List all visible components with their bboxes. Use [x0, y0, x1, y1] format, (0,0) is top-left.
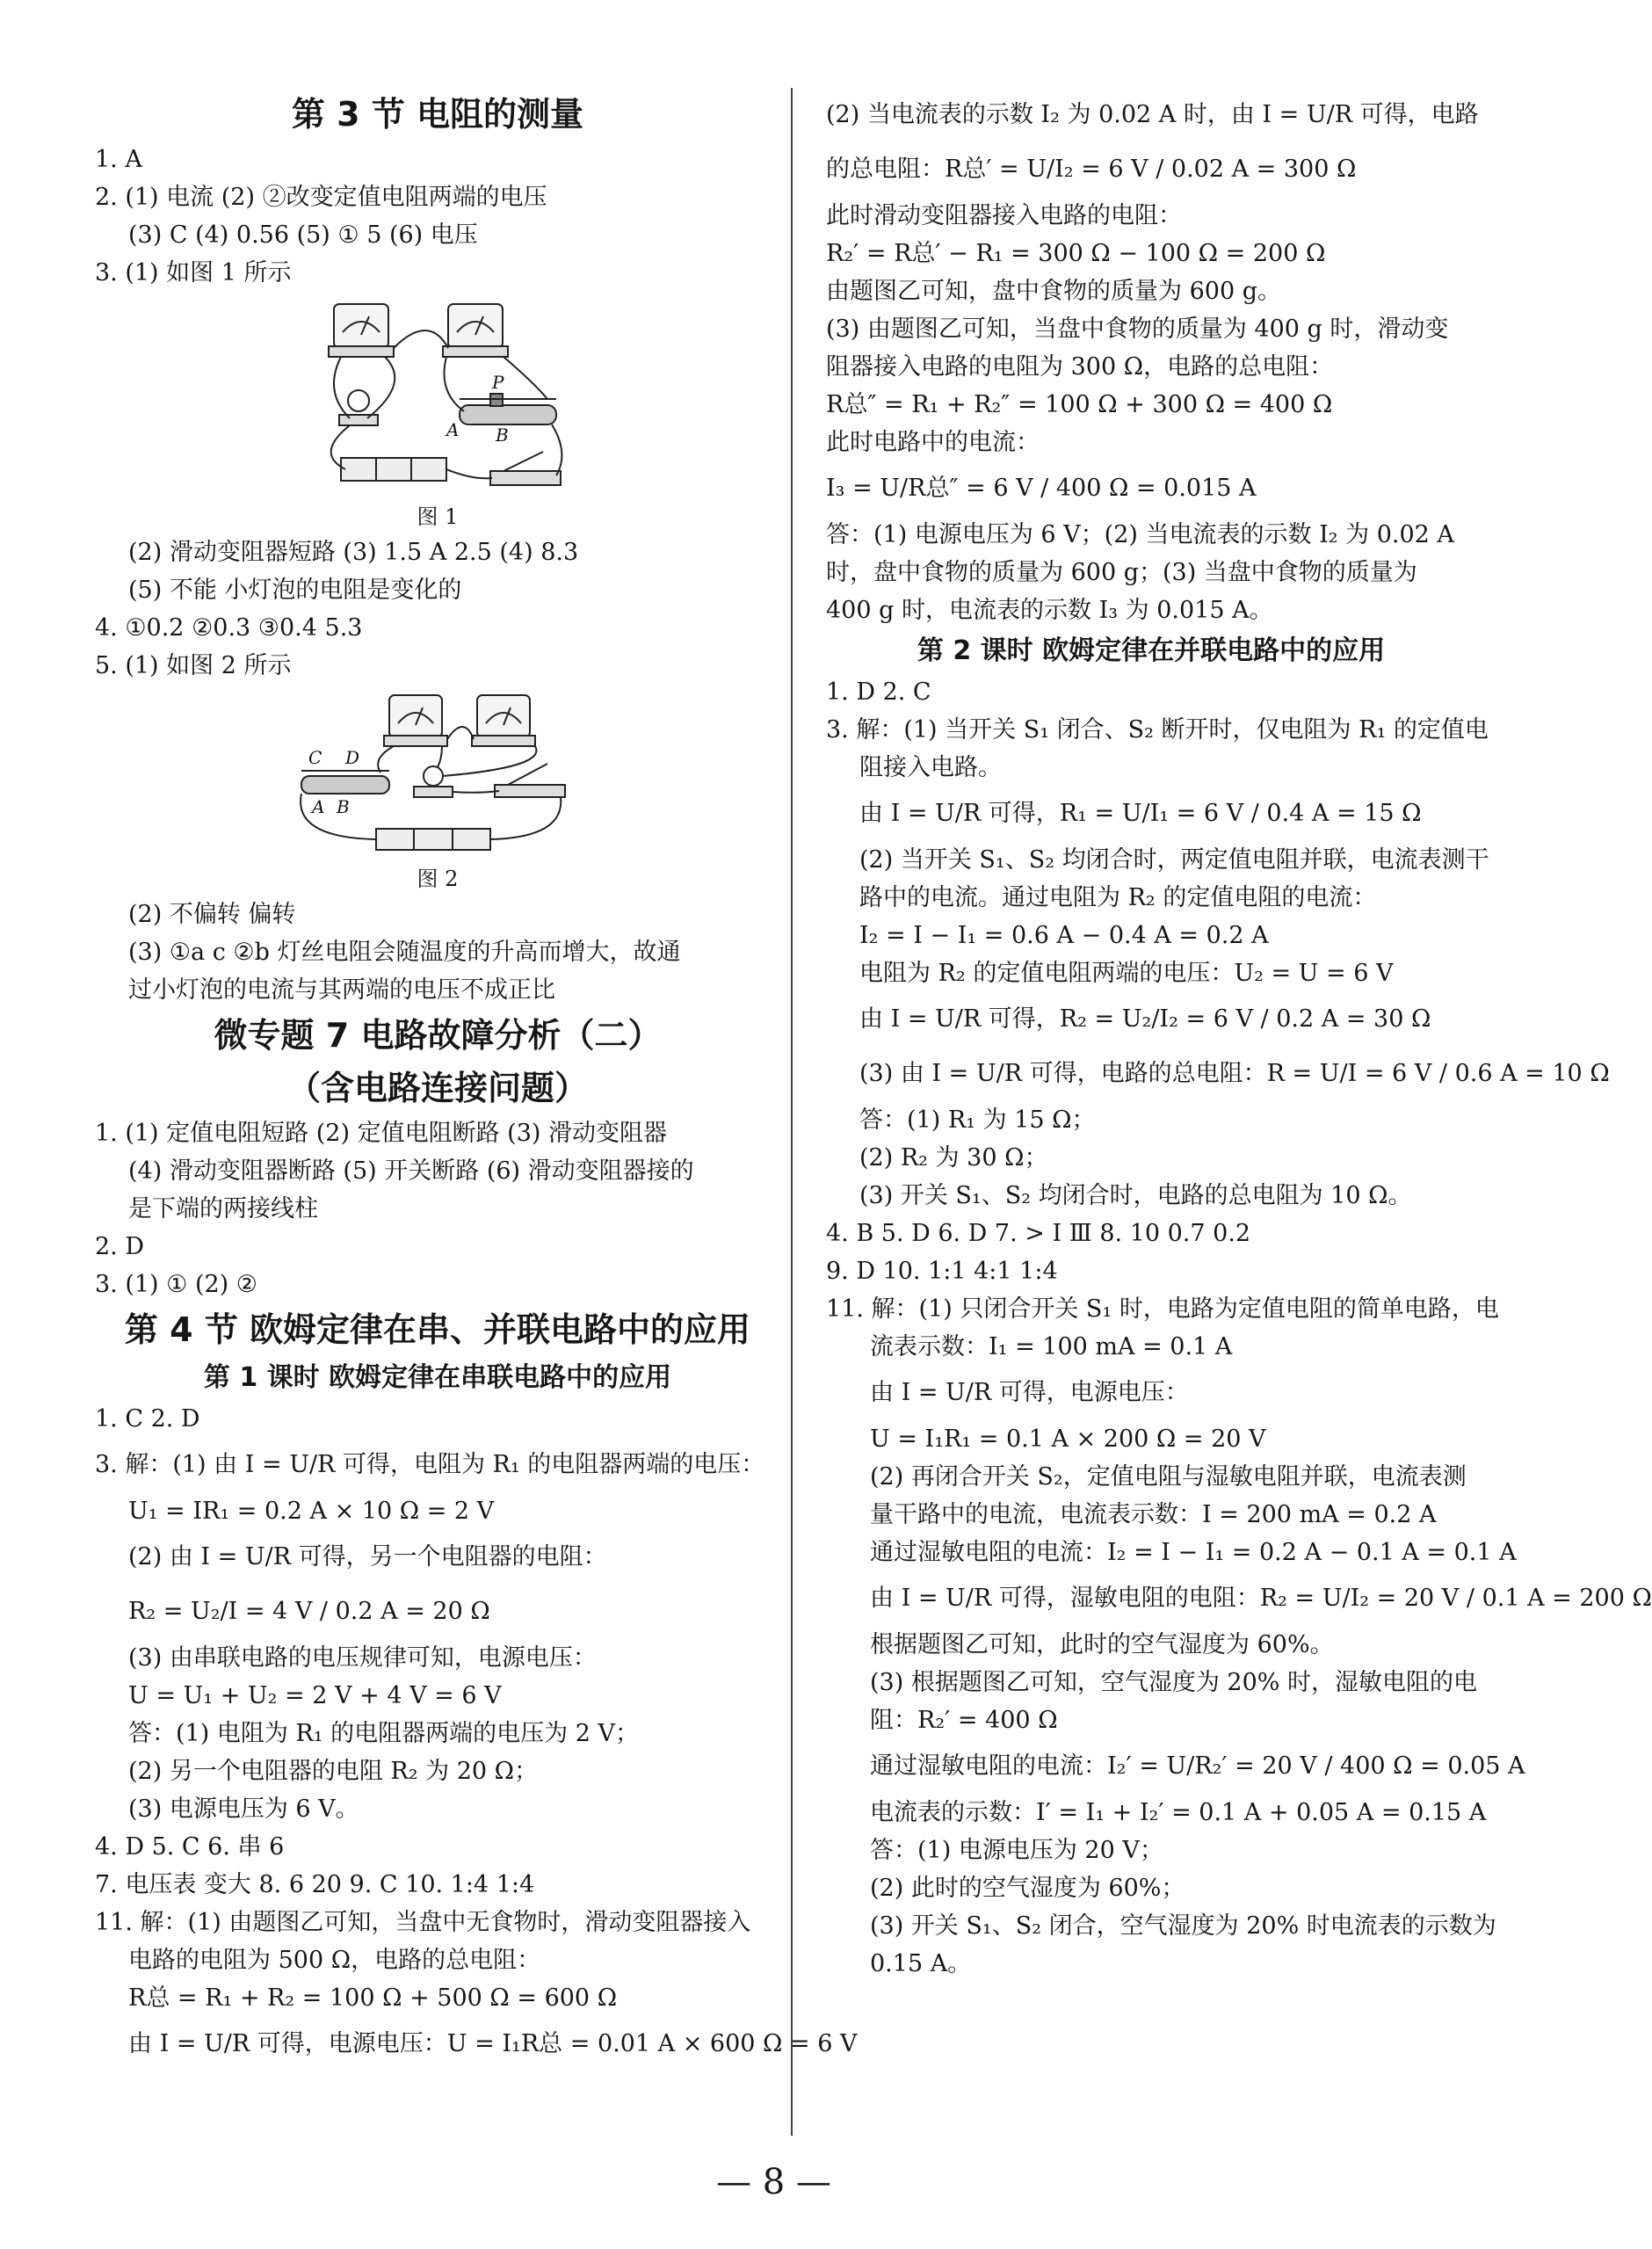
- solution-line: 根据题图乙可知，此时的空气湿度为 60%。: [870, 1631, 1334, 1658]
- fig2-label-a: A: [312, 796, 325, 817]
- solution-line: 由 I = U/R 可得，电源电压：U = I₁R总 = 0.01 A × 600 Ω = 6 V: [128, 2030, 858, 2057]
- answer-line: 1. A: [95, 146, 142, 173]
- solution-line: (2) 当开关 S₁、S₂ 均闭合时，两定值电阻并联，电流表测干: [859, 846, 1489, 874]
- solution-line: 由 I = U/R 可得，R₁ = U/I₁ = 6 V / 0.4 A = 15 Ω: [859, 800, 1422, 827]
- solution-line: U = I₁R₁ = 0.1 A × 200 Ω = 20 V: [870, 1426, 1266, 1453]
- answer-line: (4) 滑动变阻器断路 (5) 开关断路 (6) 滑动变阻器接的: [128, 1157, 694, 1185]
- answer-line: 答：(1) 电源电压为 20 V；: [870, 1837, 1163, 1864]
- answer-line: (3) ①a c ②b 灯丝电阻会随温度的升高而增大，故通: [128, 939, 681, 966]
- section-title-4: 第 4 节 欧姆定律在串、并联电路中的应用: [124, 1310, 751, 1349]
- solution-line: R总″ = R₁ + R₂″ = 100 Ω + 300 Ω = 400 Ω: [826, 391, 1333, 418]
- figure-2-caption: 图 2: [417, 867, 459, 891]
- answer-line: (2) 此时的空气湿度为 60%；: [870, 1875, 1185, 1902]
- right-column: [826, 88, 1652, 1983]
- left-column: [95, 88, 858, 2071]
- answer-line: 2. D: [95, 1233, 144, 1260]
- solution-line: U₁ = IR₁ = 0.2 A × 10 Ω = 2 V: [128, 1498, 495, 1525]
- solution-line: 3. 解：(1) 当开关 S₁ 闭合、S₂ 断开时，仅电阻为 R₁ 的定值电: [826, 716, 1489, 744]
- solution-line: 11. 解：(1) 只闭合开关 S₁ 时，电路为定值电阻的简单电路，电: [826, 1295, 1499, 1323]
- answer-line: (2) 滑动变阻器短路 (3) 1.5 A 2.5 (4) 8.3: [128, 539, 579, 566]
- fig1-label-b: B: [496, 424, 509, 446]
- section-subtitle-w7: （含电路连接问题）: [286, 1069, 588, 1107]
- answer-line: 1. C 2. D: [95, 1405, 200, 1433]
- solution-line: 阻：R₂′ = 400 Ω: [870, 1707, 1058, 1734]
- page-number: — 8 —: [716, 2162, 831, 2202]
- solution-line: (3) 由 I = U/R 可得，电路的总电阻：R = U/I = 6 V / 0.6 A = 10 Ω: [859, 1060, 1610, 1087]
- answer-line: (3) 开关 S₁、S₂ 均闭合时，电路的总电阻为 10 Ω。: [859, 1182, 1412, 1209]
- solution-line: R₂′ = R总′ − R₁ = 300 Ω − 100 Ω = 200 Ω: [826, 240, 1326, 267]
- solution-line: 此时电路中的电流：: [826, 429, 1040, 456]
- figure-1: [95, 295, 780, 532]
- solution-line: (3) 由串联电路的电压规律可知，电源电压：: [128, 1644, 597, 1672]
- solution-line: 的总电阻：R总′ = U/I₂ = 6 V / 0.02 A = 300 Ω: [826, 156, 1357, 183]
- solution-line: 由 I = U/R 可得，电源电压：: [870, 1379, 1189, 1406]
- answer-line: 9. D 10. 1:1 4:1 1:4: [826, 1258, 1058, 1285]
- lesson-title-1: 第 1 课时 欧姆定律在串联电路中的应用: [203, 1362, 672, 1393]
- solution-line: (3) 根据题图乙可知，空气湿度为 20% 时，湿敏电阻的电: [870, 1669, 1478, 1696]
- answer-line: 3. (1) 如图 1 所示: [95, 259, 292, 287]
- fig1-label-p: P: [492, 372, 504, 393]
- solution-line: 电阻为 R₂ 的定值电阻两端的电压：U₂ = U = 6 V: [859, 960, 1394, 987]
- solution-line: I₃ = U/R总″ = 6 V / 400 Ω = 0.015 A: [826, 475, 1257, 502]
- solution-line: (2) 由 I = U/R 可得，另一个电阻器的电阻：: [128, 1543, 607, 1571]
- answer-line: 4. D 5. C 6. 串 6: [95, 1833, 285, 1861]
- answer-line: 是下端的两接线柱: [128, 1195, 318, 1222]
- column-divider: [791, 88, 793, 2136]
- answer-line: 3. (1) ① (2) ②: [95, 1271, 257, 1298]
- answer-line: (3) 开关 S₁、S₂ 闭合，空气湿度为 20% 时电流表的示数为: [870, 1912, 1496, 1940]
- fig2-label-c: C: [308, 747, 322, 768]
- solution-line: (2) 再闭合开关 S₂，定值电阻与湿敏电阻并联，电流表测: [870, 1463, 1467, 1491]
- figure-1-caption: 图 1: [417, 504, 459, 529]
- answer-line: (5) 不能 小灯泡的电阻是变化的: [128, 577, 462, 604]
- fig2-label-d: D: [345, 747, 360, 768]
- answer-line: (2) R₂ 为 30 Ω；: [859, 1144, 1048, 1172]
- figure-2: [95, 688, 780, 894]
- answer-line: (2) 不偏转 偏转: [128, 901, 296, 928]
- solution-line: 量干路中的电流，电流表示数：I = 200 mA = 0.2 A: [870, 1501, 1437, 1528]
- section-title-w7: 微专题 7 电路故障分析（二）: [214, 1016, 662, 1055]
- solution-line: U = U₁ + U₂ = 2 V + 4 V = 6 V: [128, 1682, 502, 1709]
- circuit-diagram-1: [297, 295, 578, 502]
- solution-line: 11. 解：(1) 由题图乙可知，当盘中无食物时，滑动变阻器接入: [95, 1909, 751, 1936]
- solution-line: 由 I = U/R 可得，湿敏电阻的电阻：R₂ = U/I₂ = 20 V / 0.1 A = 200 Ω: [870, 1585, 1652, 1612]
- circuit-diagram-2: [293, 688, 583, 864]
- solution-line: R₂ = U₂/I = 4 V / 0.2 A = 20 Ω: [128, 1598, 490, 1625]
- solution-line: 路中的电流。通过电阻为 R₂ 的定值电阻的电流：: [859, 884, 1377, 911]
- solution-line: 电流表的示数：I′ = I₁ + I₂′ = 0.1 A + 0.05 A = 0.15 A: [870, 1799, 1487, 1826]
- answer-line: 答：(1) R₁ 为 15 Ω；: [859, 1106, 1096, 1134]
- answer-line: (2) 另一个电阻器的电阻 R₂ 为 20 Ω；: [128, 1758, 539, 1785]
- answer-line: (3) C (4) 0.56 (5) ① 5 (6) 电压: [128, 221, 478, 249]
- answer-line: 5. (1) 如图 2 所示: [95, 652, 292, 679]
- answer-line: 2. (1) 电流 (2) ②改变定值电阻两端的电压: [95, 184, 547, 211]
- answer-line: 时，盘中食物的质量为 600 g；(3) 当盘中食物的质量为: [826, 559, 1417, 586]
- solution-line: 电路的电阻为 500 Ω，电路的总电阻：: [128, 1947, 541, 1974]
- answer-line: 4. B 5. D 6. D 7. > Ⅰ Ⅲ 8. 10 0.7 0.2: [826, 1220, 1251, 1247]
- solution-line: 由 I = U/R 可得，R₂ = U₂/I₂ = 6 V / 0.2 A = 30 Ω: [859, 1005, 1431, 1033]
- lesson-title-2: 第 2 课时 欧姆定律在并联电路中的应用: [917, 635, 1386, 666]
- answer-line: 400 g 时，电流表的示数 I₃ 为 0.015 A。: [826, 597, 1273, 624]
- solution-line: I₂ = I − I₁ = 0.6 A − 0.4 A = 0.2 A: [859, 922, 1269, 949]
- answer-line: 答：(1) 电源电压为 6 V；(2) 当电流表的示数 I₂ 为 0.02 A: [826, 521, 1454, 548]
- answer-line: 1. D 2. C: [826, 678, 931, 706]
- answer-line: 0.15 A。: [870, 1950, 972, 1977]
- solution-line: 通过湿敏电阻的电流：I₂′ = U/R₂′ = 20 V / 400 Ω = 0.05 A: [870, 1752, 1525, 1780]
- solution-line: 流表示数：I₁ = 100 mA = 0.1 A: [870, 1333, 1233, 1360]
- fig2-label-b: B: [337, 796, 350, 817]
- solution-line: 由题图乙可知，盘中食物的质量为 600 g。: [826, 278, 1281, 305]
- solution-line: (3) 由题图乙可知，当盘中食物的质量为 400 g 时，滑动变: [826, 316, 1449, 343]
- answer-line: 答：(1) 电阻为 R₁ 的电阻器两端的电压为 2 V；: [128, 1720, 639, 1747]
- answer-line: 4. ①0.2 ②0.3 ③0.4 5.3: [95, 614, 363, 642]
- answer-line: (3) 电源电压为 6 V。: [128, 1796, 359, 1823]
- solution-line: 阻器接入电路的电阻为 300 Ω，电路的总电阻：: [826, 353, 1334, 381]
- solution-line: 阻接入电路。: [859, 754, 1002, 781]
- answer-line: 7. 电压表 变大 8. 6 20 9. C 10. 1:4 1:4: [95, 1871, 535, 1898]
- section-title-3: 第 3 节 电阻的测量: [291, 95, 584, 134]
- solution-line: R总 = R₁ + R₂ = 100 Ω + 500 Ω = 600 Ω: [128, 1984, 618, 2012]
- solution-line: (2) 当电流表的示数 I₂ 为 0.02 A 时，由 I = U/R 可得，电路: [826, 101, 1479, 128]
- answer-line: 过小灯泡的电流与其两端的电压不成正比: [128, 976, 555, 1004]
- solution-line: 通过湿敏电阻的电流：I₂ = I − I₁ = 0.2 A − 0.1 A = 0.1 A: [870, 1539, 1517, 1566]
- fig1-label-a: A: [446, 419, 460, 440]
- answer-line: 1. (1) 定值电阻短路 (2) 定值电阻断路 (3) 滑动变阻器: [95, 1120, 667, 1147]
- solution-line: 此时滑动变阻器接入电路的电阻：: [826, 202, 1182, 229]
- solution-line: 3. 解：(1) 由 I = U/R 可得，电阻为 R₁ 的电阻器两端的电压：: [95, 1451, 765, 1478]
